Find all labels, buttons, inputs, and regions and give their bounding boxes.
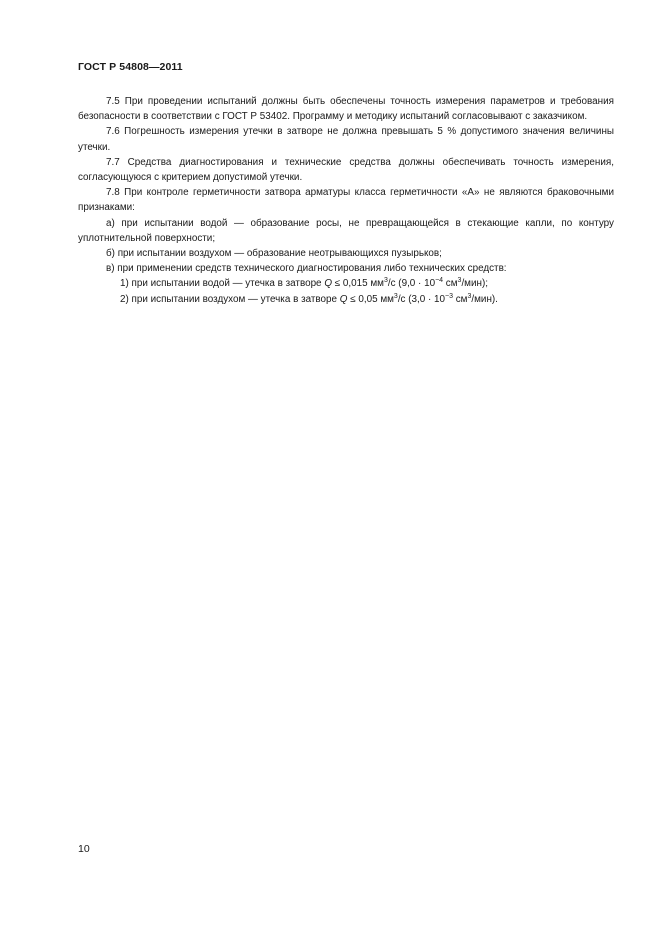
page-number: 10 bbox=[78, 843, 90, 855]
paragraph-7-7: 7.7 Средства диагностирования и технические средства должны обеспечивать точность измерения, согласующуюся с критерием допустимой утечки. bbox=[78, 156, 614, 184]
document-body bbox=[78, 94, 614, 307]
paragraph-7-8: 7.8 При контроле герметичности затвора арматуры класса герметичности «А» не являются браковочными признаками: bbox=[78, 187, 614, 214]
paragraph-7-5: 7.5 При проведении испытаний должны быть обеспечены точность измерения параметров и требования безопасности в соответствии с ГОСТ Р 53402. Программу и методику испытаний согласовывают с заказчиком. bbox=[78, 96, 614, 123]
paragraph-7-6: 7.6 Погрешность измерения утечки в затворе не должна превышать 5 % допустимого значения величины утечки. bbox=[78, 126, 614, 153]
list-item-a: а) при испытании водой — образование росы, не превращающейся в стекающие капли, по контуру уплотнительной поверхности; bbox=[78, 217, 614, 244]
sub-item-1: 1) при испытании водой — утечка в затворе Q ≤ 0,015 $мм^3/с$ ($9,0 \cdot 10^{-4}$ $см^3/мин$); bbox=[120, 277, 488, 290]
document-header: ГОСТ Р 54808—2011 bbox=[78, 61, 183, 73]
list-item-v: в) при применении средств технического диагностирования либо технических средств: bbox=[106, 263, 507, 275]
sub-item-2: 2) при испытании воздухом — утечка в затворе Q ≤ 0,05 $мм^3/с$ ($3,0 \cdot 10^{-3}$ $см^3/мин$). bbox=[120, 292, 498, 305]
list-item-b: б) при испытании воздухом — образование неотрывающихся пузырьков; bbox=[106, 248, 442, 260]
